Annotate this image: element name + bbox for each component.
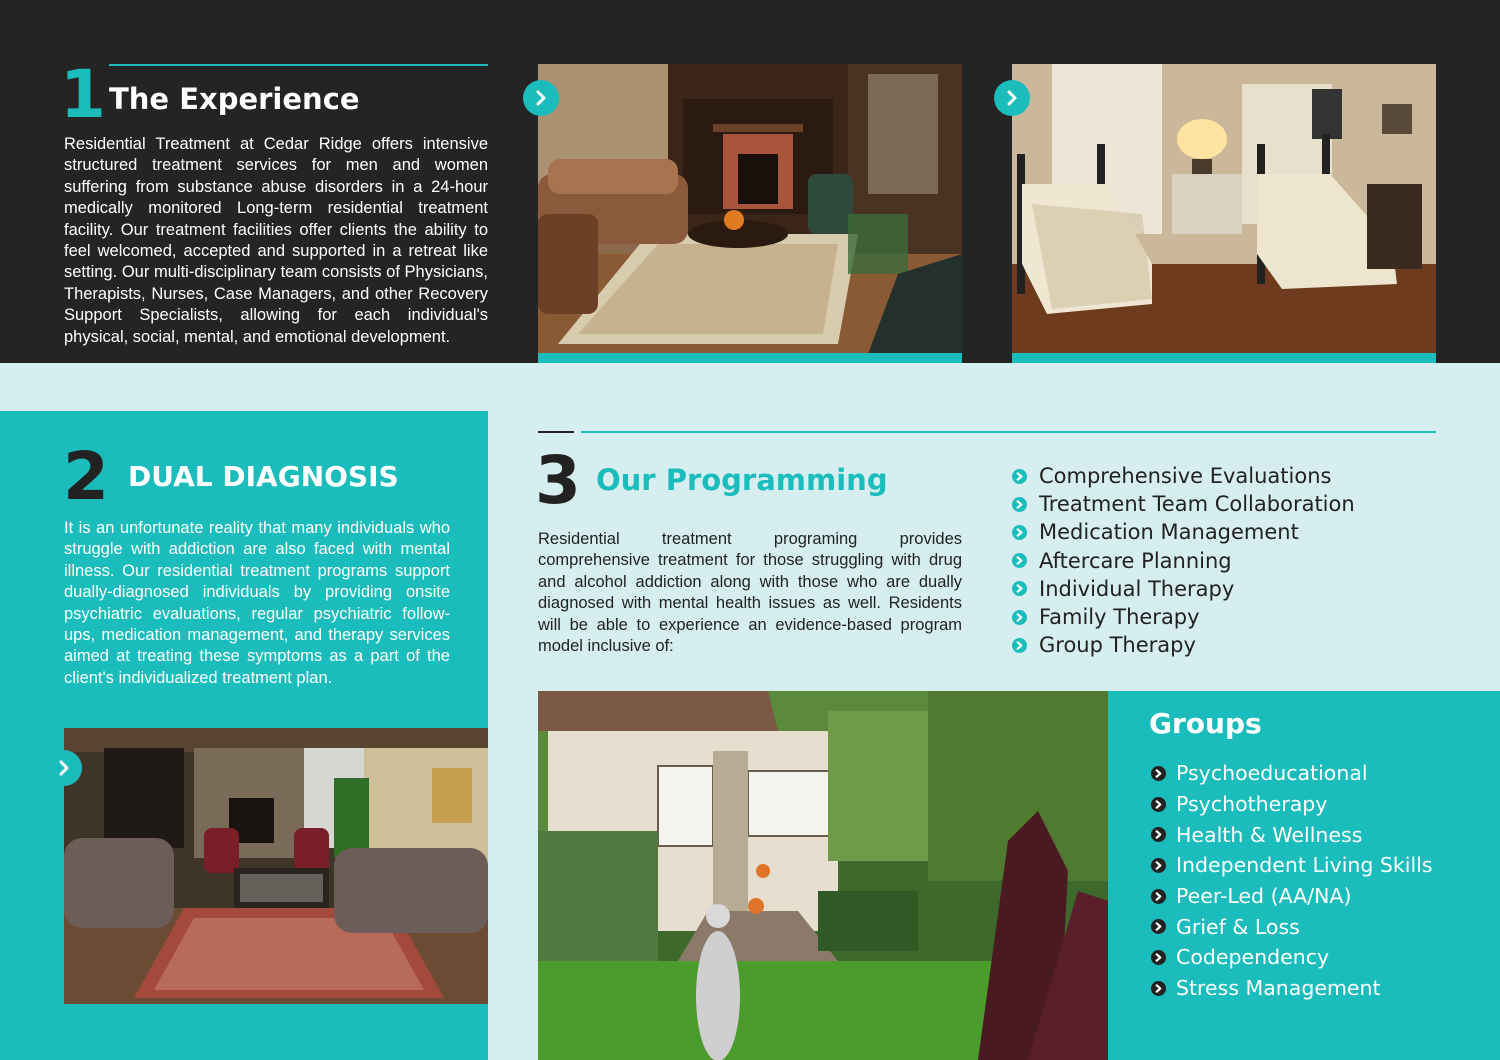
programming-item-label: Family Therapy <box>1039 605 1200 630</box>
chevron-bullet-icon <box>1012 553 1027 568</box>
programming-list <box>1012 462 1472 659</box>
section1-number: 1 <box>60 56 106 133</box>
middle-band <box>0 363 1500 411</box>
chevron-bullet-icon <box>1012 610 1027 625</box>
group-item-label: Psychoeducational <box>1176 761 1368 786</box>
chevron-bullet-icon <box>1151 827 1166 842</box>
chevron-bullet-icon <box>1012 638 1027 653</box>
section2-number: 2 <box>63 438 109 515</box>
group-item-label: Stress Management <box>1176 976 1381 1001</box>
living-room-photo <box>538 64 962 353</box>
bedroom-photo-bar <box>1012 353 1436 363</box>
programming-item-label: Treatment Team Collaboration <box>1039 492 1355 517</box>
chevron-bullet-icon <box>1151 981 1166 996</box>
groups-list-item <box>1151 973 1491 1004</box>
programming-item-label: Group Therapy <box>1039 633 1196 658</box>
groups-list-item <box>1151 942 1491 973</box>
section3-rule-dark <box>538 431 574 433</box>
programming-item-label: Comprehensive Evaluations <box>1039 464 1332 489</box>
living-room-photo-bar <box>538 353 962 363</box>
chevron-bullet-icon <box>1151 797 1166 812</box>
chevron-bullet-icon <box>1012 581 1027 596</box>
groups-list-item <box>1151 758 1491 789</box>
groups-list-item <box>1151 850 1491 881</box>
programming-list-item <box>1012 490 1472 518</box>
programming-item-label: Medication Management <box>1039 520 1299 545</box>
programming-item-label: Individual Therapy <box>1039 576 1235 601</box>
chevron-bullet-icon <box>1151 950 1166 965</box>
chevron-right-icon[interactable] <box>46 750 82 786</box>
group-item-label: Independent Living Skills <box>1176 853 1433 878</box>
programming-list-item <box>1012 547 1472 575</box>
groups-list-item <box>1151 819 1491 850</box>
chevron-right-icon[interactable] <box>994 80 1030 116</box>
chevron-bullet-icon <box>1012 497 1027 512</box>
chevron-bullet-icon <box>1151 766 1166 781</box>
group-item-label: Codependency <box>1176 945 1330 970</box>
section1-rule <box>109 64 488 66</box>
section3-body: Residential treatment programing provides comprehensive treatment for those struggling with drug and alcohol addiction along with those who are dually diagnosed with mental health issues as well. Residents will be able to experience an evidence-based program model inclusive of: <box>538 530 962 656</box>
group-item-label: Psychotherapy <box>1176 792 1328 817</box>
section3-rule <box>581 431 1436 433</box>
chevron-bullet-icon <box>1151 858 1166 873</box>
section3-number: 3 <box>535 442 581 519</box>
group-item-label: Health & Wellness <box>1176 822 1363 847</box>
groups-list <box>1151 758 1491 1004</box>
groups-title: Groups <box>1149 707 1262 740</box>
lounge-photo <box>64 728 488 1004</box>
groups-list-item <box>1151 789 1491 820</box>
bedroom-photo <box>1012 64 1436 353</box>
programming-list-item <box>1012 518 1472 546</box>
programming-item-label: Aftercare Planning <box>1039 548 1232 573</box>
section1-title: The Experience <box>109 82 360 116</box>
garden-photo <box>538 691 1108 1060</box>
group-item-label: Peer-Led (AA/NA) <box>1176 884 1352 909</box>
group-item-label: Grief & Loss <box>1176 914 1300 939</box>
chevron-bullet-icon <box>1151 889 1166 904</box>
section3-title: Our Programming <box>596 463 888 497</box>
section1-body: Residential Treatment at Cedar Ridge offers intensive structured treatment services for men and women suffering from substance abuse disorders in a 24-hour medically monitored Long-term residential treatment facility. Our treatment facilities offer clients the ability to feel welcomed, accepted and supported in a retreat like setting. Our multi-disciplinary team consists of Physicians, Therapists, Nurses, Case Managers, and other Recovery Support Specialists, allowing for each individual's physical, social, mental, and emotional development. <box>64 135 488 346</box>
programming-list-item <box>1012 462 1472 490</box>
programming-list-item <box>1012 603 1472 631</box>
programming-list-item <box>1012 631 1472 659</box>
groups-list-item <box>1151 881 1491 912</box>
chevron-bullet-icon <box>1012 525 1027 540</box>
section2-title: DUAL DIAGNOSIS <box>128 460 399 493</box>
programming-list-item <box>1012 575 1472 603</box>
chevron-bullet-icon <box>1012 469 1027 484</box>
groups-list-item <box>1151 911 1491 942</box>
chevron-right-icon[interactable] <box>523 80 559 116</box>
section2-body: It is an unfortunate reality that many individuals who struggle with addiction are also faced with mental illness. Our residential treatment programs support dually-diagnosed individuals by providing onsite psychiatric evaluations, regular psychiatric follow-ups, medication management, and therapy services aimed at treating these symptoms as a part of the client's individualized treatment plan. <box>64 519 450 687</box>
chevron-bullet-icon <box>1151 919 1166 934</box>
